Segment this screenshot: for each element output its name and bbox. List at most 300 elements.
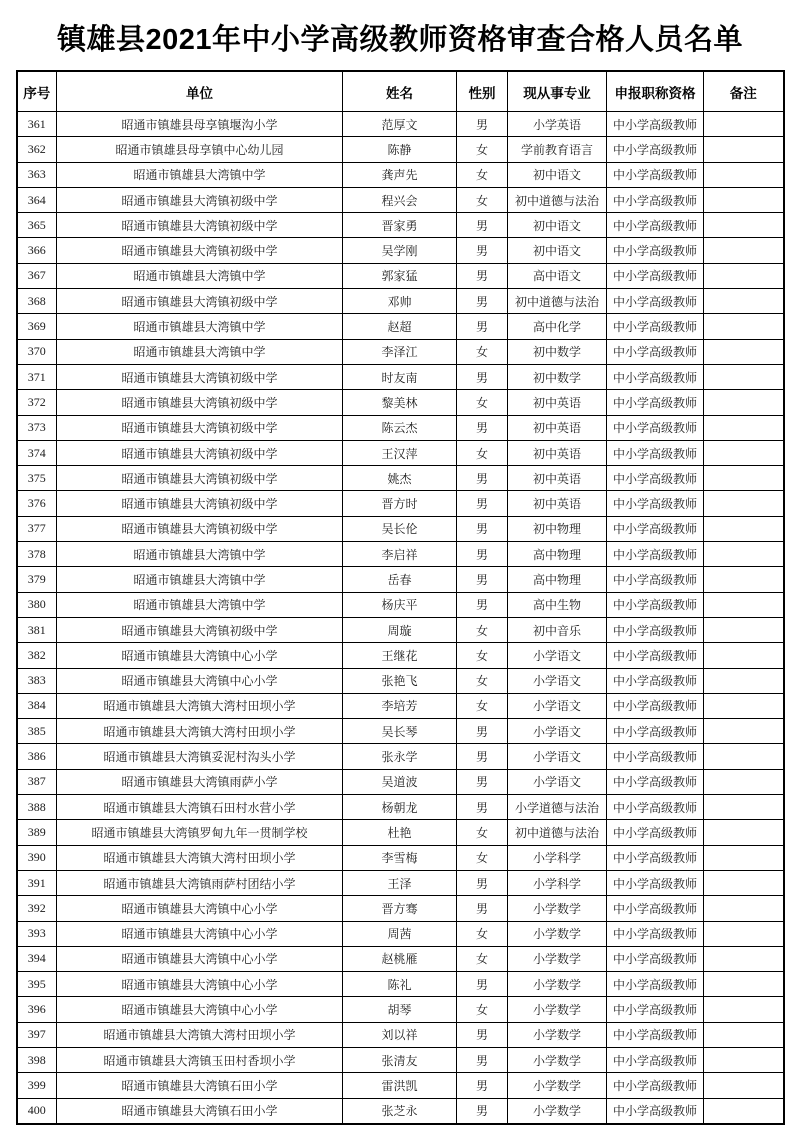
- cell-major: 初中英语: [508, 466, 607, 491]
- cell-gender: 男: [457, 719, 508, 744]
- cell-unit: 昭通市镇雄县大湾镇初级中学: [57, 440, 343, 465]
- cell-remark: [704, 1098, 784, 1124]
- cell-gender: 男: [457, 263, 508, 288]
- cell-no: 368: [17, 289, 57, 314]
- cell-major: 初中英语: [508, 390, 607, 415]
- table-row: [17, 592, 784, 617]
- cell-no: 374: [17, 440, 57, 465]
- cell-name: 王继花: [343, 643, 457, 668]
- cell-no: 388: [17, 795, 57, 820]
- cell-title: 中小学高级教师: [607, 769, 704, 794]
- cell-remark: [704, 137, 784, 162]
- cell-no: 399: [17, 1073, 57, 1098]
- table-row: [17, 491, 784, 516]
- cell-remark: [704, 1047, 784, 1072]
- cell-remark: [704, 364, 784, 389]
- cell-name: 赵超: [343, 314, 457, 339]
- cell-remark: [704, 1073, 784, 1098]
- cell-major: 初中语文: [508, 213, 607, 238]
- cell-unit: 昭通市镇雄县大湾镇妥泥村沟头小学: [57, 744, 343, 769]
- cell-major: 小学数学: [508, 972, 607, 997]
- cell-major: 小学数学: [508, 997, 607, 1022]
- cell-unit: 昭通市镇雄县大湾镇初级中学: [57, 187, 343, 212]
- cell-remark: [704, 390, 784, 415]
- cell-remark: [704, 592, 784, 617]
- cell-gender: 女: [457, 187, 508, 212]
- cell-no: 366: [17, 238, 57, 263]
- cell-title: 中小学高级教师: [607, 339, 704, 364]
- cell-remark: [704, 946, 784, 971]
- cell-unit: 昭通市镇雄县大湾镇初级中学: [57, 213, 343, 238]
- cell-no: 380: [17, 592, 57, 617]
- cell-title: 中小学高级教师: [607, 845, 704, 870]
- cell-unit: 昭通市镇雄县大湾镇雨萨小学: [57, 769, 343, 794]
- cell-major: 高中物理: [508, 567, 607, 592]
- cell-title: 中小学高级教师: [607, 972, 704, 997]
- cell-name: 雷洪凯: [343, 1073, 457, 1098]
- cell-major: 小学数学: [508, 1047, 607, 1072]
- cell-no: 387: [17, 769, 57, 794]
- cell-name: 时友南: [343, 364, 457, 389]
- cell-name: 周茜: [343, 921, 457, 946]
- cell-title: 中小学高级教师: [607, 617, 704, 642]
- cell-remark: [704, 415, 784, 440]
- table-row: [17, 314, 784, 339]
- cell-no: 381: [17, 617, 57, 642]
- cell-unit: 昭通市镇雄县大湾镇初级中学: [57, 617, 343, 642]
- table-row: [17, 668, 784, 693]
- cell-unit: 昭通市镇雄县大湾镇石田小学: [57, 1073, 343, 1098]
- cell-no: 383: [17, 668, 57, 693]
- cell-remark: [704, 289, 784, 314]
- cell-no: 365: [17, 213, 57, 238]
- cell-gender: 男: [457, 415, 508, 440]
- cell-name: 杜艳: [343, 820, 457, 845]
- cell-gender: 男: [457, 896, 508, 921]
- cell-title: 中小学高级教师: [607, 1073, 704, 1098]
- cell-remark: [704, 693, 784, 718]
- cell-unit: 昭通市镇雄县大湾镇中学: [57, 339, 343, 364]
- cell-no: 379: [17, 567, 57, 592]
- cell-gender: 男: [457, 491, 508, 516]
- cell-no: 389: [17, 820, 57, 845]
- table-row: [17, 820, 784, 845]
- cell-unit: 昭通市镇雄县大湾镇初级中学: [57, 516, 343, 541]
- cell-name: 张芝永: [343, 1098, 457, 1124]
- cell-title: 中小学高级教师: [607, 263, 704, 288]
- cell-name: 张永学: [343, 744, 457, 769]
- cell-title: 中小学高级教师: [607, 112, 704, 137]
- cell-remark: [704, 542, 784, 567]
- cell-no: 363: [17, 162, 57, 187]
- table-row: [17, 1047, 784, 1072]
- page-title: 镇雄县2021年中小学高级教师资格审查合格人员名单: [56, 24, 743, 56]
- cell-name: 李启祥: [343, 542, 457, 567]
- cell-title: 中小学高级教师: [607, 390, 704, 415]
- cell-major: 小学数学: [508, 1098, 607, 1124]
- cell-no: 391: [17, 870, 57, 895]
- cell-remark: [704, 263, 784, 288]
- table-row: [17, 364, 784, 389]
- cell-title: 中小学高级教师: [607, 567, 704, 592]
- cell-no: 378: [17, 542, 57, 567]
- cell-unit: 昭通市镇雄县大湾镇石田小学: [57, 1098, 343, 1124]
- cell-gender: 男: [457, 314, 508, 339]
- cell-major: 初中音乐: [508, 617, 607, 642]
- cell-gender: 女: [457, 845, 508, 870]
- cell-unit: 昭通市镇雄县大湾镇雨萨村团结小学: [57, 870, 343, 895]
- table-row: [17, 643, 784, 668]
- cell-unit: 昭通市镇雄县大湾镇大湾村田坝小学: [57, 719, 343, 744]
- cell-title: 中小学高级教师: [607, 1022, 704, 1047]
- cell-gender: 女: [457, 440, 508, 465]
- cell-title: 中小学高级教师: [607, 364, 704, 389]
- cell-gender: 男: [457, 112, 508, 137]
- cell-major: 初中道德与法治: [508, 187, 607, 212]
- cell-no: 371: [17, 364, 57, 389]
- cell-no: 392: [17, 896, 57, 921]
- qualification-table: [16, 70, 785, 1125]
- cell-remark: [704, 238, 784, 263]
- cell-major: 小学语文: [508, 744, 607, 769]
- table-row: [17, 339, 784, 364]
- cell-gender: 男: [457, 1098, 508, 1124]
- cell-major: 小学语文: [508, 769, 607, 794]
- cell-gender: 男: [457, 592, 508, 617]
- table-row: [17, 693, 784, 718]
- cell-unit: 昭通市镇雄县大湾镇大湾村田坝小学: [57, 845, 343, 870]
- cell-gender: 女: [457, 617, 508, 642]
- table-row: [17, 187, 784, 212]
- cell-unit: 昭通市镇雄县母享镇堰沟小学: [57, 112, 343, 137]
- cell-unit: 昭通市镇雄县大湾镇罗甸九年一贯制学校: [57, 820, 343, 845]
- table-row: [17, 238, 784, 263]
- cell-name: 王泽: [343, 870, 457, 895]
- cell-unit: 昭通市镇雄县大湾镇初级中学: [57, 238, 343, 263]
- cell-unit: 昭通市镇雄县大湾镇中学: [57, 542, 343, 567]
- cell-no: 369: [17, 314, 57, 339]
- table-row: [17, 921, 784, 946]
- cell-unit: 昭通市镇雄县大湾镇初级中学: [57, 491, 343, 516]
- table-row: [17, 744, 784, 769]
- cell-major: 初中数学: [508, 339, 607, 364]
- cell-no: 386: [17, 744, 57, 769]
- cell-name: 晋家勇: [343, 213, 457, 238]
- cell-major: 高中物理: [508, 542, 607, 567]
- cell-title: 中小学高级教师: [607, 693, 704, 718]
- table-row: [17, 415, 784, 440]
- cell-title: 中小学高级教师: [607, 162, 704, 187]
- cell-title: 中小学高级教师: [607, 137, 704, 162]
- cell-unit: 昭通市镇雄县大湾镇中心小学: [57, 946, 343, 971]
- cell-name: 赵桃雁: [343, 946, 457, 971]
- cell-gender: 男: [457, 795, 508, 820]
- cell-remark: [704, 213, 784, 238]
- table-row: [17, 516, 784, 541]
- cell-gender: 男: [457, 567, 508, 592]
- cell-major: 高中化学: [508, 314, 607, 339]
- table-row: [17, 112, 784, 137]
- cell-title: 中小学高级教师: [607, 213, 704, 238]
- cell-major: 小学道德与法治: [508, 795, 607, 820]
- column-header: 备注: [704, 71, 784, 112]
- cell-major: 初中道德与法治: [508, 820, 607, 845]
- cell-name: 吴道波: [343, 769, 457, 794]
- cell-major: 小学英语: [508, 112, 607, 137]
- cell-gender: 男: [457, 516, 508, 541]
- cell-remark: [704, 491, 784, 516]
- cell-major: 初中英语: [508, 440, 607, 465]
- cell-name: 吴长伦: [343, 516, 457, 541]
- cell-major: 小学语文: [508, 668, 607, 693]
- cell-title: 中小学高级教师: [607, 491, 704, 516]
- cell-name: 姚杰: [343, 466, 457, 491]
- cell-name: 晋方骞: [343, 896, 457, 921]
- cell-no: 361: [17, 112, 57, 137]
- cell-no: 364: [17, 187, 57, 212]
- cell-title: 中小学高级教师: [607, 415, 704, 440]
- cell-gender: 女: [457, 921, 508, 946]
- cell-name: 周璇: [343, 617, 457, 642]
- cell-name: 张清友: [343, 1047, 457, 1072]
- cell-title: 中小学高级教师: [607, 238, 704, 263]
- cell-major: 小学数学: [508, 1022, 607, 1047]
- cell-name: 郭家猛: [343, 263, 457, 288]
- cell-unit: 昭通市镇雄县大湾镇初级中学: [57, 466, 343, 491]
- table-row: [17, 440, 784, 465]
- cell-title: 中小学高级教师: [607, 820, 704, 845]
- cell-no: 375: [17, 466, 57, 491]
- table-row: [17, 213, 784, 238]
- cell-major: 小学数学: [508, 946, 607, 971]
- cell-title: 中小学高级教师: [607, 946, 704, 971]
- cell-remark: [704, 567, 784, 592]
- table-body: [17, 112, 784, 1124]
- cell-remark: [704, 162, 784, 187]
- cell-no: 384: [17, 693, 57, 718]
- cell-title: 中小学高级教师: [607, 466, 704, 491]
- column-header: 姓名: [343, 71, 457, 112]
- cell-unit: 昭通市镇雄县大湾镇大湾村田坝小学: [57, 1022, 343, 1047]
- cell-name: 胡琴: [343, 997, 457, 1022]
- cell-title: 中小学高级教师: [607, 643, 704, 668]
- cell-remark: [704, 643, 784, 668]
- cell-title: 中小学高级教师: [607, 440, 704, 465]
- column-header: 申报职称资格: [607, 71, 704, 112]
- cell-remark: [704, 1022, 784, 1047]
- cell-title: 中小学高级教师: [607, 921, 704, 946]
- cell-name: 岳春: [343, 567, 457, 592]
- cell-title: 中小学高级教师: [607, 744, 704, 769]
- cell-major: 小学语文: [508, 719, 607, 744]
- table-row: [17, 946, 784, 971]
- cell-major: 小学语文: [508, 693, 607, 718]
- cell-no: 376: [17, 491, 57, 516]
- cell-gender: 男: [457, 466, 508, 491]
- cell-remark: [704, 668, 784, 693]
- cell-title: 中小学高级教师: [607, 1098, 704, 1124]
- cell-title: 中小学高级教师: [607, 592, 704, 617]
- cell-name: 邓帅: [343, 289, 457, 314]
- cell-remark: [704, 845, 784, 870]
- cell-no: 367: [17, 263, 57, 288]
- cell-title: 中小学高级教师: [607, 289, 704, 314]
- cell-no: 377: [17, 516, 57, 541]
- cell-major: 小学科学: [508, 845, 607, 870]
- cell-major: 学前教育语言: [508, 137, 607, 162]
- cell-remark: [704, 314, 784, 339]
- table-row: [17, 896, 784, 921]
- cell-remark: [704, 921, 784, 946]
- cell-remark: [704, 896, 784, 921]
- cell-remark: [704, 870, 784, 895]
- cell-name: 龚声先: [343, 162, 457, 187]
- cell-no: 393: [17, 921, 57, 946]
- cell-no: 362: [17, 137, 57, 162]
- cell-title: 中小学高级教师: [607, 542, 704, 567]
- cell-name: 程兴会: [343, 187, 457, 212]
- cell-name: 晋方时: [343, 491, 457, 516]
- cell-no: 394: [17, 946, 57, 971]
- cell-unit: 昭通市镇雄县大湾镇玉田村香坝小学: [57, 1047, 343, 1072]
- cell-remark: [704, 744, 784, 769]
- cell-major: 小学科学: [508, 870, 607, 895]
- cell-gender: 女: [457, 137, 508, 162]
- cell-name: 吴长琴: [343, 719, 457, 744]
- cell-title: 中小学高级教师: [607, 187, 704, 212]
- table-row: [17, 972, 784, 997]
- cell-name: 陈礼: [343, 972, 457, 997]
- cell-remark: [704, 516, 784, 541]
- column-header: 单位: [57, 71, 343, 112]
- cell-unit: 昭通市镇雄县大湾镇中心小学: [57, 972, 343, 997]
- cell-name: 黎美林: [343, 390, 457, 415]
- table-row: [17, 567, 784, 592]
- cell-gender: 男: [457, 1022, 508, 1047]
- table-row: [17, 870, 784, 895]
- cell-unit: 昭通市镇雄县大湾镇中心小学: [57, 997, 343, 1022]
- table-row: [17, 1022, 784, 1047]
- table-row: [17, 617, 784, 642]
- cell-unit: 昭通市镇雄县大湾镇初级中学: [57, 390, 343, 415]
- column-header: 现从事专业: [508, 71, 607, 112]
- cell-remark: [704, 339, 784, 364]
- cell-title: 中小学高级教师: [607, 870, 704, 895]
- cell-major: 小学语文: [508, 643, 607, 668]
- cell-name: 杨朝龙: [343, 795, 457, 820]
- cell-title: 中小学高级教师: [607, 314, 704, 339]
- cell-name: 范厚文: [343, 112, 457, 137]
- cell-gender: 男: [457, 542, 508, 567]
- cell-gender: 男: [457, 289, 508, 314]
- cell-remark: [704, 719, 784, 744]
- cell-major: 小学数学: [508, 1073, 607, 1098]
- cell-major: 小学数学: [508, 896, 607, 921]
- cell-no: 400: [17, 1098, 57, 1124]
- cell-gender: 女: [457, 946, 508, 971]
- cell-gender: 女: [457, 162, 508, 187]
- cell-no: 385: [17, 719, 57, 744]
- cell-gender: 女: [457, 693, 508, 718]
- table-row: [17, 263, 784, 288]
- cell-name: 李雪梅: [343, 845, 457, 870]
- cell-major: 初中物理: [508, 516, 607, 541]
- cell-major: 高中生物: [508, 592, 607, 617]
- cell-major: 初中英语: [508, 415, 607, 440]
- cell-unit: 昭通市镇雄县大湾镇中心小学: [57, 668, 343, 693]
- table-row: [17, 795, 784, 820]
- table-row: [17, 1098, 784, 1124]
- cell-unit: 昭通市镇雄县大湾镇中心小学: [57, 643, 343, 668]
- cell-gender: 男: [457, 1073, 508, 1098]
- cell-major: 初中数学: [508, 364, 607, 389]
- cell-no: 370: [17, 339, 57, 364]
- cell-major: 初中语文: [508, 162, 607, 187]
- cell-unit: 昭通市镇雄县大湾镇中学: [57, 263, 343, 288]
- table-row: [17, 466, 784, 491]
- cell-remark: [704, 466, 784, 491]
- cell-no: 395: [17, 972, 57, 997]
- cell-gender: 女: [457, 668, 508, 693]
- cell-gender: 男: [457, 870, 508, 895]
- cell-no: 397: [17, 1022, 57, 1047]
- cell-major: 小学数学: [508, 921, 607, 946]
- table-row: [17, 390, 784, 415]
- cell-unit: 昭通市镇雄县大湾镇中心小学: [57, 921, 343, 946]
- cell-title: 中小学高级教师: [607, 1047, 704, 1072]
- cell-remark: [704, 972, 784, 997]
- cell-unit: 昭通市镇雄县母享镇中心幼儿园: [57, 137, 343, 162]
- cell-no: 390: [17, 845, 57, 870]
- cell-remark: [704, 820, 784, 845]
- cell-gender: 男: [457, 364, 508, 389]
- table-row: [17, 542, 784, 567]
- cell-no: 372: [17, 390, 57, 415]
- cell-unit: 昭通市镇雄县大湾镇初级中学: [57, 415, 343, 440]
- cell-major: 初中道德与法治: [508, 289, 607, 314]
- cell-no: 398: [17, 1047, 57, 1072]
- cell-gender: 男: [457, 769, 508, 794]
- cell-remark: [704, 440, 784, 465]
- cell-title: 中小学高级教师: [607, 795, 704, 820]
- cell-title: 中小学高级教师: [607, 896, 704, 921]
- cell-unit: 昭通市镇雄县大湾镇大湾村田坝小学: [57, 693, 343, 718]
- cell-no: 382: [17, 643, 57, 668]
- cell-gender: 男: [457, 1047, 508, 1072]
- cell-unit: 昭通市镇雄县大湾镇中学: [57, 314, 343, 339]
- table-row: [17, 997, 784, 1022]
- column-header: 序号: [17, 71, 57, 112]
- cell-title: 中小学高级教师: [607, 668, 704, 693]
- cell-name: 吴学刚: [343, 238, 457, 263]
- cell-unit: 昭通市镇雄县大湾镇初级中学: [57, 364, 343, 389]
- cell-unit: 昭通市镇雄县大湾镇中心小学: [57, 896, 343, 921]
- cell-name: 王汉萍: [343, 440, 457, 465]
- cell-remark: [704, 112, 784, 137]
- header-row: [17, 71, 784, 112]
- cell-unit: 昭通市镇雄县大湾镇中学: [57, 592, 343, 617]
- cell-title: 中小学高级教师: [607, 516, 704, 541]
- table-row: [17, 137, 784, 162]
- cell-name: 刘以祥: [343, 1022, 457, 1047]
- cell-unit: 昭通市镇雄县大湾镇石田村水营小学: [57, 795, 343, 820]
- cell-gender: 男: [457, 238, 508, 263]
- table-row: [17, 719, 784, 744]
- cell-name: 李培芳: [343, 693, 457, 718]
- cell-unit: 昭通市镇雄县大湾镇中学: [57, 162, 343, 187]
- cell-name: 张艳飞: [343, 668, 457, 693]
- table-row: [17, 162, 784, 187]
